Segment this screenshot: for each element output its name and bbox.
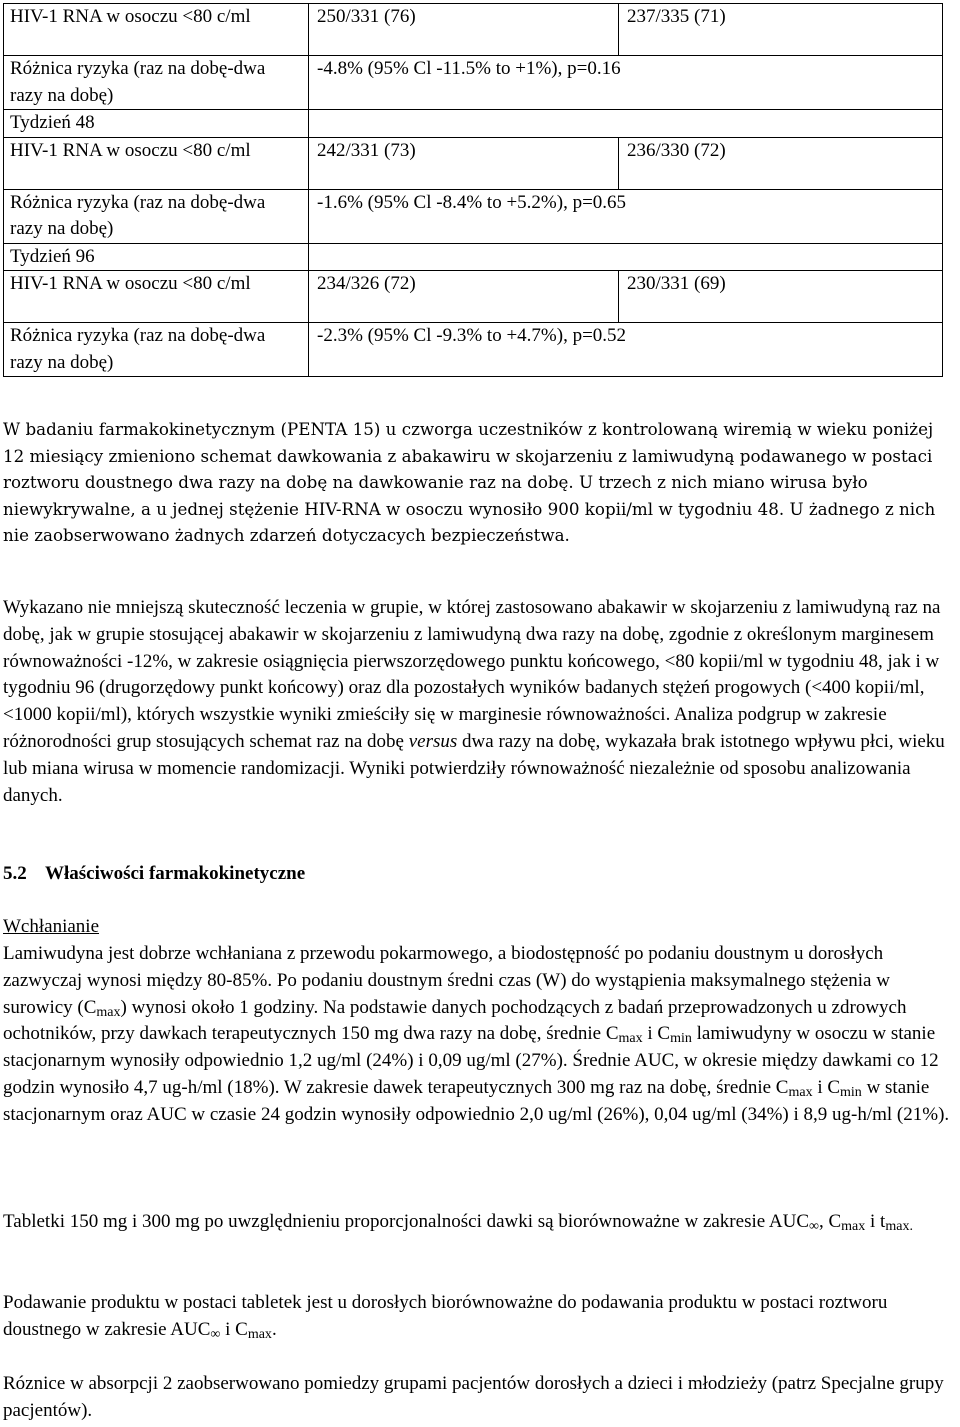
infinity-symbol: ∞ xyxy=(210,1326,221,1342)
section-number: 5.2 xyxy=(3,863,27,884)
table-row xyxy=(4,243,943,271)
empty-cell xyxy=(309,110,943,138)
risk-difference-value: -1.6% (95% Cl -8.4% to +5.2%), p=0.65 xyxy=(309,189,943,243)
absorption-paragraph xyxy=(3,941,953,1129)
oral-paragraph xyxy=(3,1290,953,1349)
text-run: i C xyxy=(642,1023,671,1045)
text-run: w stanie stacjonarnym oraz AUC w czasie 24 godzin wynosiły odpowiednio 2,0 ug/ml (26%), 0,04 ug/ml (34%) i 8,9 ug-h/ml (21%). xyxy=(3,1076,950,1125)
subscript: max xyxy=(841,1219,866,1234)
twice-daily-value: 236/330 (72) xyxy=(619,137,943,189)
text-run: i C xyxy=(220,1318,248,1340)
text-run: i C xyxy=(812,1076,841,1098)
efficacy-paragraph xyxy=(3,595,953,809)
table-row xyxy=(4,271,943,323)
week-label: Tydzień 96 xyxy=(4,243,309,271)
subsection-heading: Wchłanianie xyxy=(3,916,100,937)
text-run: . xyxy=(271,1318,277,1340)
table-row xyxy=(4,189,943,243)
twice-daily-value: 237/335 (71) xyxy=(619,4,943,56)
table-row xyxy=(4,56,943,110)
text-run: lamiwudyny w osoczu w stanie stacjonarnym wynosiły odpowiednio 1,2 ug/ml (24%) i 0,09 ug/ml (27%). Średnie AUC, w okresie między dawkami co 12 godzin wynosiło 4,7 ug-h/ml (18%). W zakresie dawek terapeutycznych 300 mg raz na dobę, średnie C xyxy=(3,1023,939,1098)
subscript: max xyxy=(96,1004,121,1020)
infinity-symbol: ∞ xyxy=(809,1219,819,1234)
versus-text: versus xyxy=(408,730,458,752)
row-label: Różnica ryzyka (raz na dobę-dwa razy na dobę) xyxy=(4,323,309,377)
once-daily-value: 234/326 (72) xyxy=(309,271,619,323)
week-label: Tydzień 48 xyxy=(4,110,309,138)
risk-difference-value: -2.3% (95% Cl -9.3% to +4.7%), p=0.52 xyxy=(309,323,943,377)
tablets-paragraph xyxy=(3,1209,953,1241)
empty-cell xyxy=(309,243,943,271)
row-label: HIV-1 RNA w osoczu <80 c/ml xyxy=(4,137,309,189)
subscript: max xyxy=(618,1031,643,1047)
row-label: Różnica ryzyka (raz na dobę-dwa razy na dobę) xyxy=(4,189,309,243)
text-run: Podawanie produktu w postaci tabletek jest u dorosłych biorównoważne do podawania produktu w postaci roztworu doustnego w zakresie AUC xyxy=(3,1292,888,1340)
table-row xyxy=(4,137,943,189)
results-table xyxy=(3,3,943,377)
once-daily-value: 242/331 (73) xyxy=(309,137,619,189)
row-label: Różnica ryzyka (raz na dobę-dwa razy na dobę) xyxy=(4,56,309,110)
row-label: HIV-1 RNA w osoczu <80 c/ml xyxy=(4,4,309,56)
efficacy-text: Wykazano nie mniejszą skuteczność leczenia w grupie, w której zastosowano abakawir w skojarzeniu z lamiwudyną raz na dobę, jak w grupie stosującej abakawir w skojarzeniu z lamiwudyną dwa razy na dobę, zgodnie z określonym marginesem równoważności -12%, w zakresie osiągnięcia pierwszorzędowego punktu końcowego, <80 kopii/ml w tygodniu 48, jak i w tygodniu 96 (drugorzędowy punkt końcowy) oraz dla pozostałych wyników badanych stężeń progowych (<400 kopii/ml, <1000 kopii/ml), których wszystkie wyniki zmieściły się w marginesie równoważności. Analiza podgrup w zakresie różnorodności grup stosujących schemat raz na dobę xyxy=(3,597,941,752)
section-title: Właściwości farmakokinetyczne xyxy=(45,863,306,884)
text-run: ) wynosi około 1 godziny. Na podstawie danych pochodzących z badań przeprowadzonych u zdrowych ochotników, przy dawkach terapeutycznych 150 mg dwa razy na dobę, średnie C xyxy=(3,996,907,1045)
subscript: max xyxy=(247,1326,272,1342)
efficacy-text-end: dwa razy na dobę, wykazała brak istotnego wpływu płci, wieku lub miana wirusa w momencie randomizacji. Wyniki potwierdziły równoważność niezależnie od sposobu analizowania danych. xyxy=(3,730,945,806)
table-row xyxy=(4,4,943,56)
text-run: i t xyxy=(865,1211,886,1232)
risk-difference-value: -4.8% (95% Cl -11.5% to +1%), p=0.16 xyxy=(309,56,943,110)
row-label: HIV-1 RNA w osoczu <80 c/ml xyxy=(4,271,309,323)
table-row xyxy=(4,323,943,377)
text-run: Lamiwudyna jest dobrze wchłaniana z przewodu pokarmowego, a biodostępność po podaniu doustnym u dorosłych zazwyczaj wynosi między 80-85%. Po podaniu doustnym średni czas (W) do wystąpienia maksymalnego stężenia w surowicy (C xyxy=(3,943,890,1018)
twice-daily-value: 230/331 (69) xyxy=(619,271,943,323)
subscript: min xyxy=(670,1031,692,1047)
text-run: , C xyxy=(818,1211,842,1232)
subscript: max xyxy=(788,1084,813,1100)
subscript: min xyxy=(840,1084,862,1100)
table-row xyxy=(4,110,943,138)
penta-paragraph: W badaniu farmakokinetycznym (PENTA 15) u czworga uczestników z kontrolowaną wiremią w wieku poniżej 12 miesiący zmieniono schemat dawkowania z abakawiru w skojarzeniu z lamiwudyną podawanego w postaci roztworu doustnego dwa razy na dobę na dawkowanie raz na dobę. U trzech z nich miano wirusa było niewykrywalne, a u jednej stężenie HIV-RNA w osoczu wynosiło 900 kopii/ml w tygodniu 48. U żadnego z nich nie zaobserwowano żadnych zdarzeń dotyczacych bezpieczeństwa. xyxy=(3,419,936,546)
section-heading xyxy=(3,861,953,888)
difference-paragraph: Róznice w absorpcji 2 zaobserwowano pomiedzy grupami pacjentów dorosłych a dzieci i młodzieży (patrz Specjalne grupy pacjentów). xyxy=(3,1373,944,1421)
once-daily-value: 250/331 (76) xyxy=(309,4,619,56)
subscript: max. xyxy=(885,1219,913,1234)
text-run: Tabletki 150 mg i 300 mg po uwzględnieniu proporcjonalności dawki są biorównoważne w zakresie AUC xyxy=(3,1211,809,1232)
